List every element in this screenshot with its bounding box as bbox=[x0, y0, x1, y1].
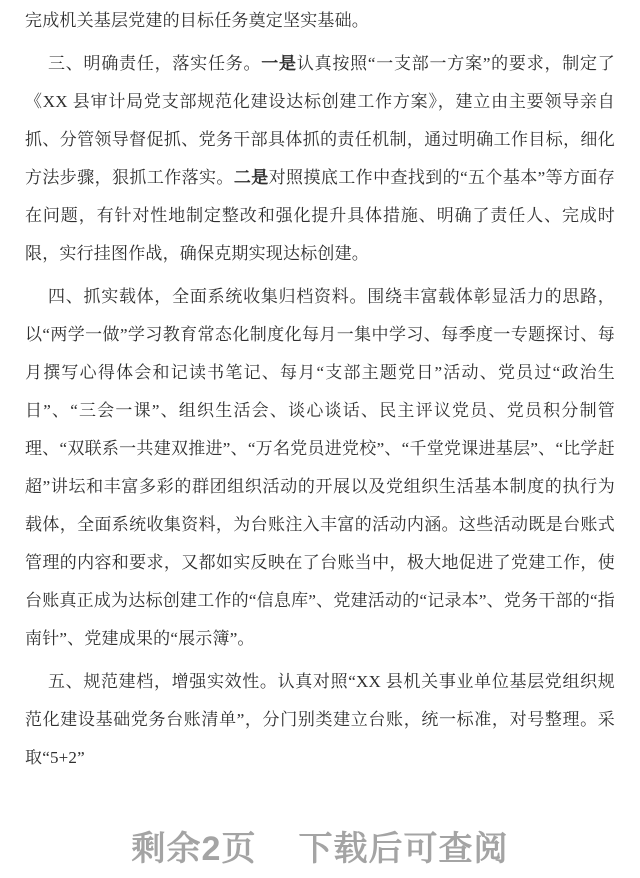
paragraph bbox=[25, 663, 615, 777]
paragraph-text: 围绕丰富载体彰显活力的思路，以“两学一做”学习教育常态化制度化每月一集中学习、每季度一专题探讨、每月撰写心得体会和记读书笔记、每月“支部主题党日”活动、党员过“政治生日”、“三会一课”、组织生活会、谈心谈话、民主评议党员、党员积分制管理、“双联系一共建双推进”、“万名党员进党校”、“千堂党课进基层”、“比学赶超”讲坛和丰富多彩的群团组织活动的开展以及党组织生活基本制度的执行为载体，全面系统收集资料，为台账注入丰富的活动内涵。这些活动既是台账式管理的内容和要求，又都如实反映在了台账当中，极大地促进了党建工作，使台账真正成为达标创建工作的“信息库”、党建活动的“记录本”、党务干部的“指南针”、党建成果的“展示簿”。 bbox=[25, 287, 615, 648]
paragraph-text: 对照摸底工作中查找到的“五个基本”等方面存在问题，有针对性地制定整改和强化提升具体措施、明确了责任人、完成时限，实行挂图作战，确保克期实现达标创建。 bbox=[25, 168, 615, 263]
paragraph-emphasis-text: 一是 bbox=[261, 54, 297, 73]
document-body bbox=[25, 2, 615, 777]
pagination-notice bbox=[25, 829, 615, 869]
paragraph bbox=[25, 2, 615, 40]
paragraph-text: 完成机关基层党建的目标任务奠定坚实基础。 bbox=[25, 11, 369, 30]
paragraph-emphasis-text: 二是 bbox=[233, 168, 269, 187]
paragraph-text: 三、明确责任，落实任务。 bbox=[48, 54, 262, 73]
paragraph-text: 四、抓实载体，全面系统收集归档资料。 bbox=[48, 287, 368, 306]
paragraph-text: 认真对照“XX 县机关事业单位基层党组织规范化建设基础党务台账清单”，分门别类建立台账，统一标准，对号整理。采取“5+2” bbox=[25, 672, 615, 767]
paragraph bbox=[25, 45, 615, 273]
remaining-pages-label: 剩余2页 bbox=[131, 830, 257, 868]
paragraph-text: 认真按照“一支部一方案”的要求，制定了《XX 县审计局党支部规范化建设达标创建工作方案》，建立由主要领导亲自抓、分管领导督促抓、党务干部具体抓的责任机制，通过明确工作目标，细化方法步骤，狠抓工作落实。 bbox=[25, 54, 615, 187]
paragraph-text: 五、规范建档，增强实效性。 bbox=[48, 672, 278, 691]
download-hint-label: 下载后可查阅 bbox=[298, 830, 509, 868]
paragraph bbox=[25, 278, 615, 658]
